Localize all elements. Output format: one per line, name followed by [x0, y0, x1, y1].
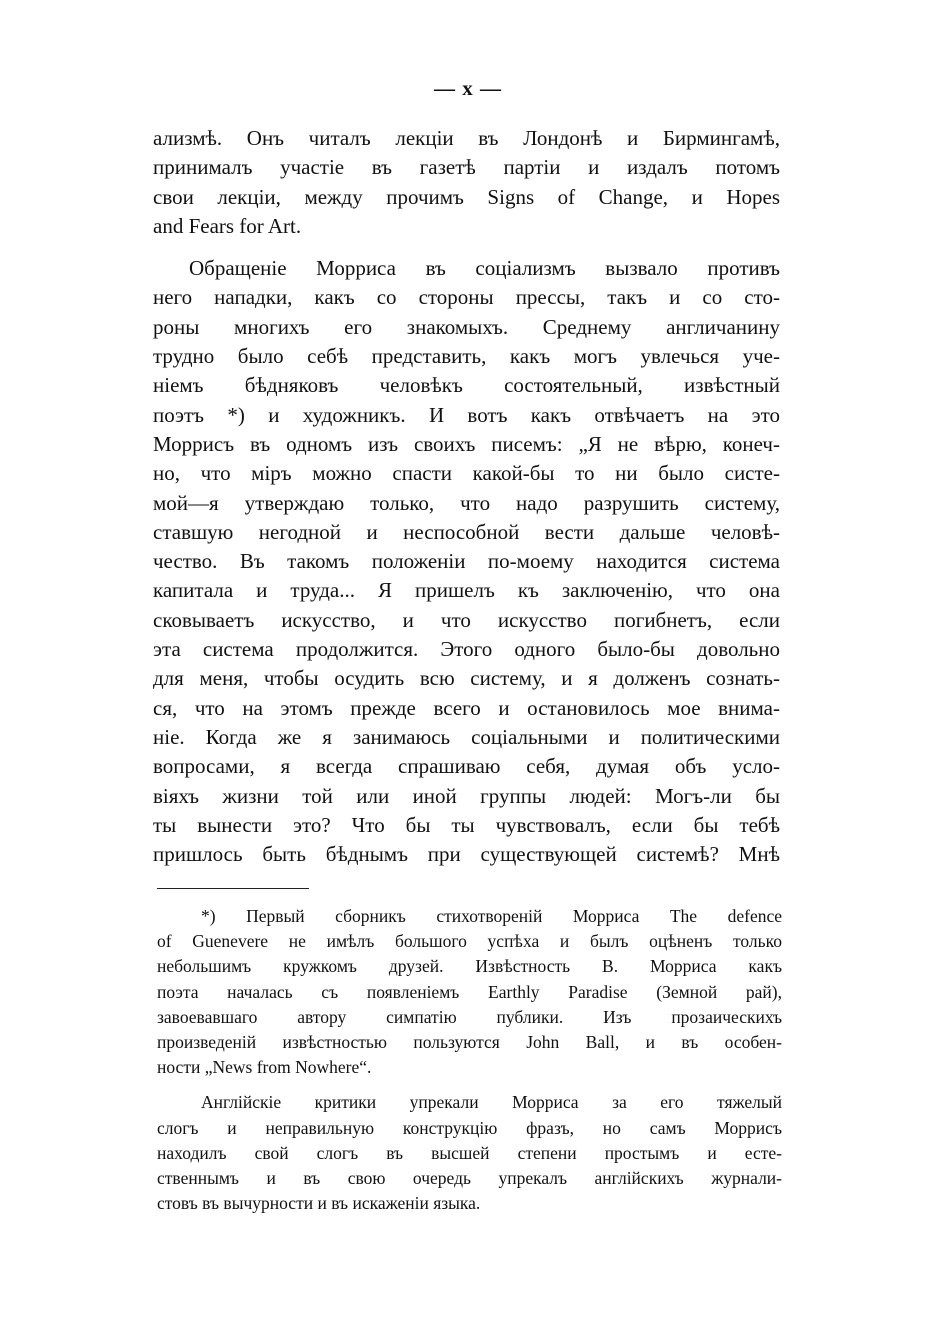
text-line: трудно было себѣ представить, какъ могъ увлечься уче- [153, 344, 780, 369]
text-line: ніемъ бѣдняковъ человѣкъ состоятельный, извѣстный [153, 373, 780, 398]
text-line: and Fears for Art. [153, 213, 302, 238]
text-line: него нападки, какъ со стороны прессы, такъ и со сто- [153, 285, 780, 310]
text-line: ніе. Когда же я занимаюсь соціальными и политическими [153, 724, 780, 749]
footnote-divider [157, 888, 309, 889]
text-line: Моррисъ въ одномъ изъ своихъ писемъ: „Я не вѣрю, конеч- [153, 431, 780, 456]
footnote-line: небольшимъ кружкомъ друзей. Извѣстность В. Морриса какъ [157, 956, 782, 977]
text-line: вопросами, я всегда спрашиваю себя, думая объ усло- [153, 754, 780, 779]
footnote-line: слогъ и неправильную конструкцію фразъ, но самъ Моррисъ [157, 1117, 782, 1138]
footnote-line: ственнымъ и въ свою очередь упрекалъ англійскихъ журнали- [157, 1167, 782, 1188]
text-line: ся, что на этомъ прежде всего и остановилось мое внима- [153, 695, 780, 720]
text-line: Обращеніе Морриса въ соціализмъ вызвало противъ [189, 256, 780, 281]
text-line: сковываетъ искусство, и что искусство погибнетъ, если [153, 607, 780, 632]
text-line: для меня, чтобы осудить всю систему, и я долженъ сознать- [153, 666, 780, 691]
text-line: пришлось быть бѣднымъ при существующей системѣ? Мнѣ [153, 842, 780, 867]
text-line: ставшую негодной и неспособной вести дальше человѣ- [153, 519, 780, 544]
footnote-line: находилъ свой слогъ въ высшей степени простымъ и есте- [157, 1142, 782, 1163]
text-line: віяхъ жизни той или иной группы людей: Могъ-ли бы [153, 783, 780, 808]
text-line: мой—я утверждаю только, что надо разрушить систему, [153, 490, 780, 515]
text-line: поэтъ *) и художникъ. И вотъ какъ отвѣчаетъ на это [153, 402, 780, 427]
footnote-line: завоевавшаго автору симпатію публики. Изъ прозаическихъ [157, 1006, 782, 1027]
footnote-line: произведеній извѣстностью пользуются John Ball, и въ особен- [157, 1031, 782, 1052]
footnotes [157, 904, 782, 1216]
footnote-line: стовъ въ вычурности и въ искаженіи языка. [157, 1193, 481, 1214]
text-line: роны многихъ его знакомыхъ. Среднему англичанину [153, 314, 780, 339]
footnote-line: *) Первый сборникъ стихотвореній Морриса The defence [201, 906, 782, 926]
main-text [153, 124, 780, 869]
text-line: ты вынести это? Что бы ты чувствовалъ, если бы тебѣ [153, 812, 780, 837]
text-line: свои лекціи, между прочимъ Signs of Change, и Hopes [153, 184, 780, 209]
text-line: ализмѣ. Онъ читалъ лекціи въ Лондонѣ и Бирмингамѣ, [153, 126, 780, 150]
text-line: принималъ участіе въ газетѣ партіи и издалъ потомъ [153, 155, 780, 180]
text-line: капитала и труда... Я пришелъ къ заключенію, что она [153, 578, 780, 603]
footnote-line: поэта началась съ появленіемъ Earthly Paradise (Земной рай), [157, 981, 782, 1002]
footnote-line: ности „News from Nowhere“. [157, 1057, 372, 1078]
text-line: но, что міръ можно спасти какой-бы то ни было систе- [153, 461, 780, 486]
footnote-line: of Guenevere не имѣлъ большого успѣха и былъ оцѣненъ только [157, 931, 782, 952]
footnote-line: Англійскіе критики упрекали Морриса за его тяжелый [201, 1092, 782, 1113]
text-line: эта система продолжится. Этого одного было-бы довольно [153, 637, 780, 662]
page-number: — x — [434, 76, 502, 100]
text-line: чество. Въ такомъ положеніи по-моему находится система [153, 549, 780, 574]
